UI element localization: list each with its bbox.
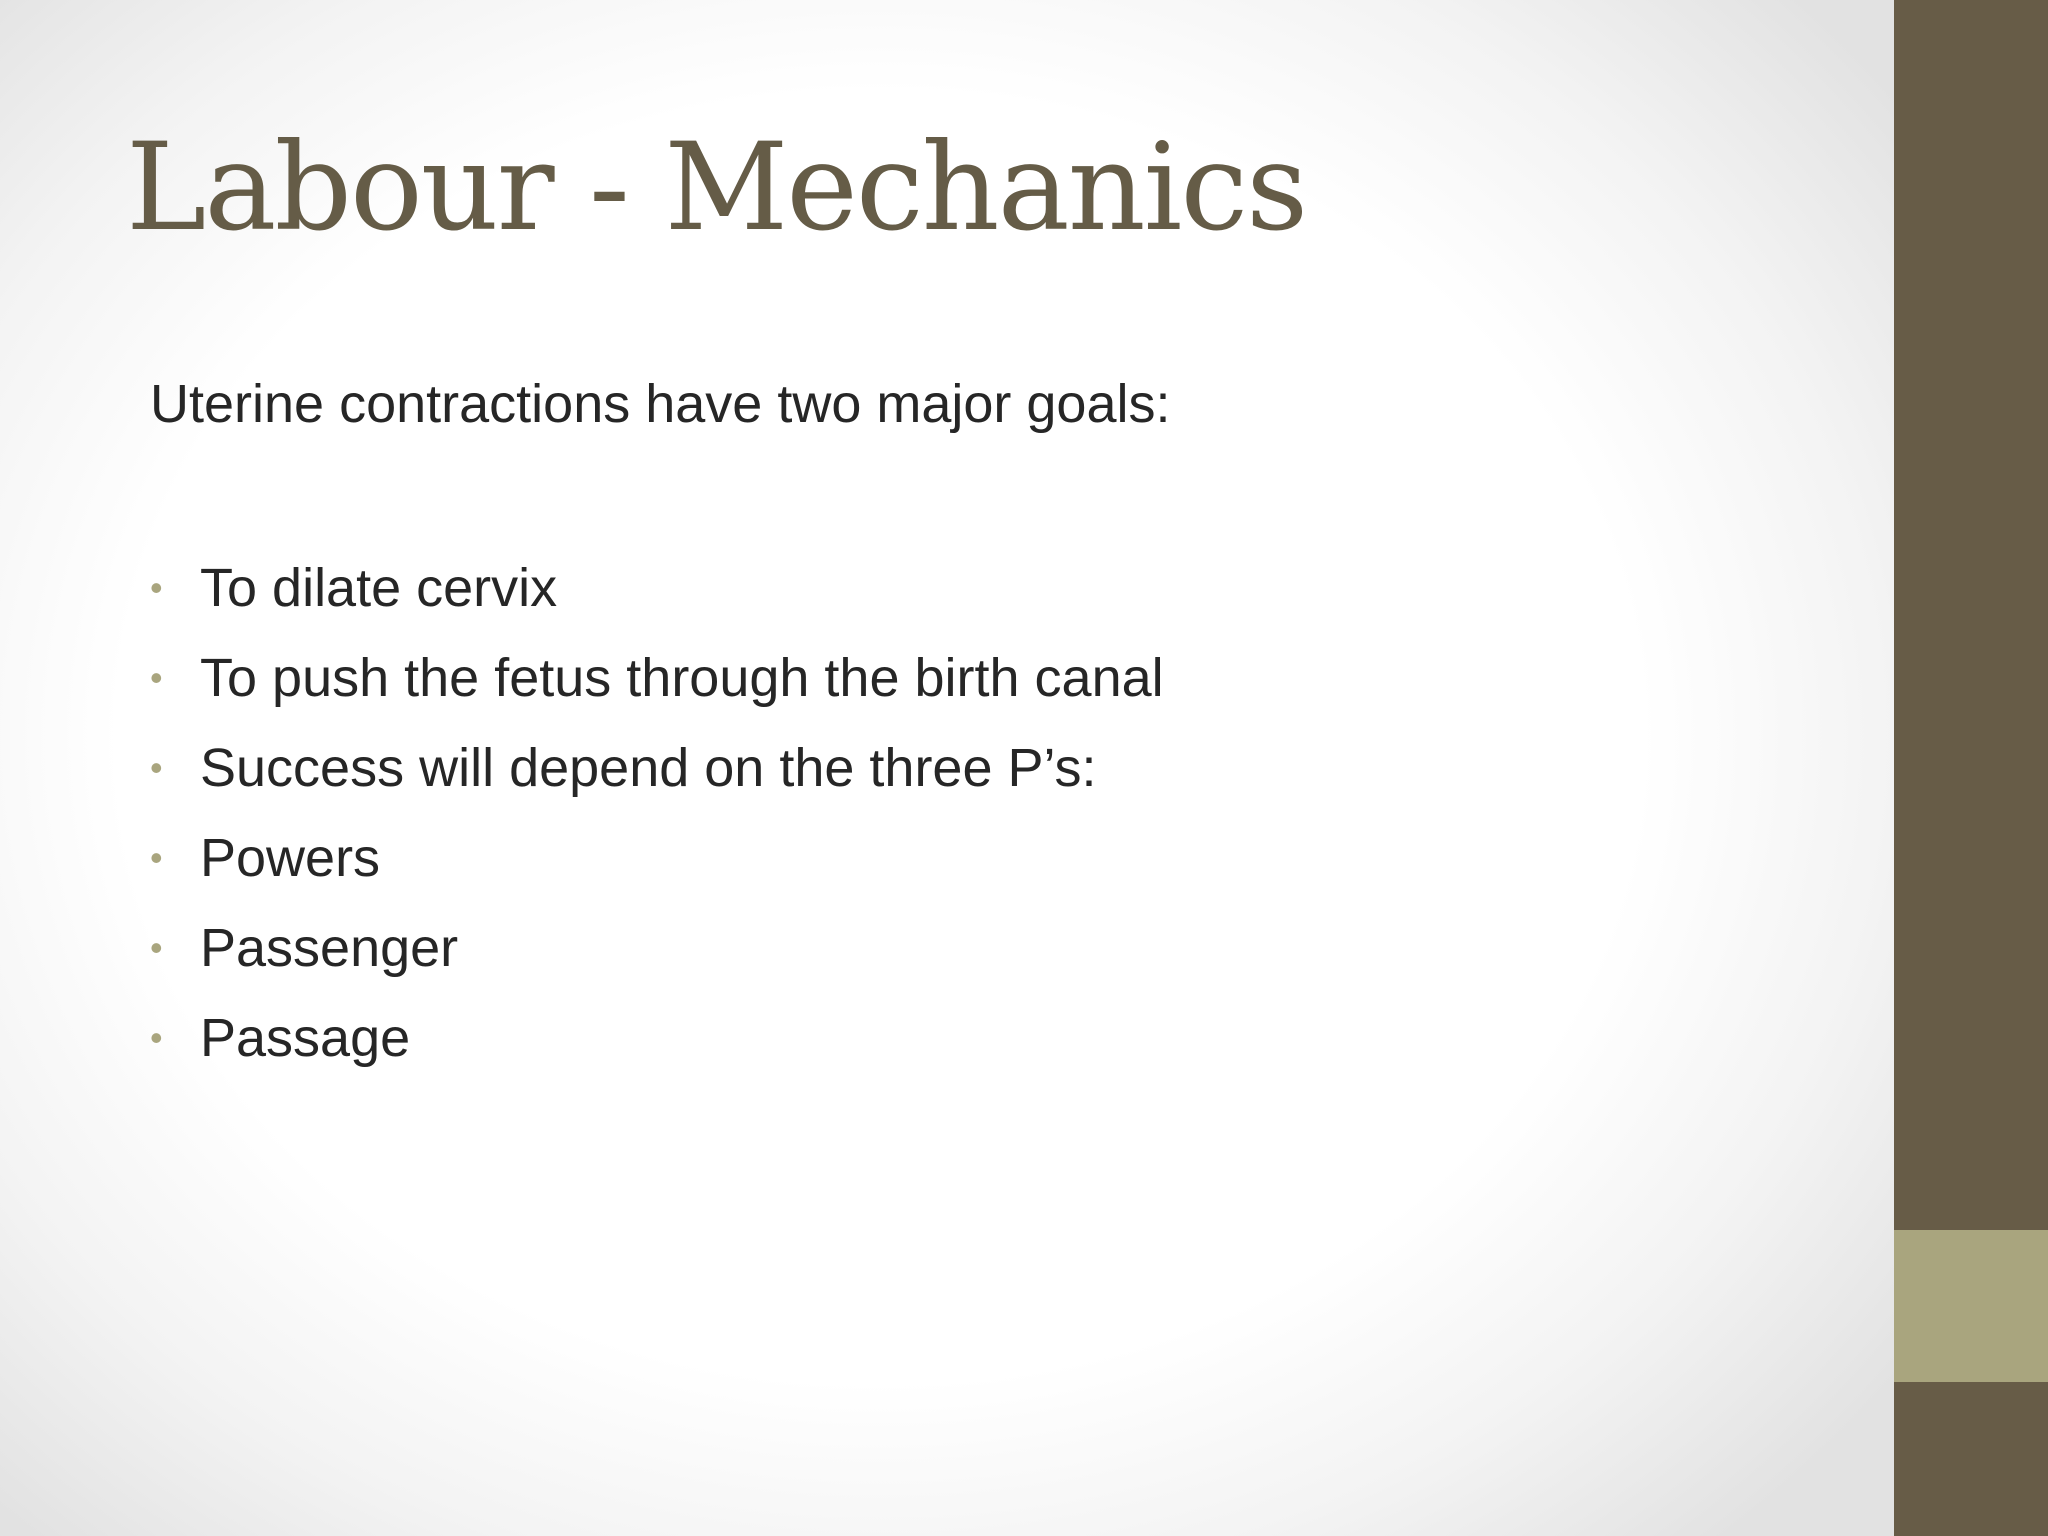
slide-title: Labour - Mechanics (126, 117, 1307, 258)
bullet-icon: • (150, 567, 163, 608)
bullet-icon: • (150, 1017, 163, 1058)
bullet-text: Success will depend on the three P’s: (200, 738, 1097, 798)
bullet-icon: • (150, 927, 163, 968)
bullet-item (150, 730, 1164, 820)
bullet-icon: • (150, 837, 163, 878)
bullet-item (150, 640, 1164, 730)
bullet-icon: • (150, 747, 163, 788)
bullet-text: To dilate cervix (200, 558, 558, 618)
bullet-item (150, 820, 1164, 910)
bullet-list (150, 550, 1164, 1090)
bullet-text: Passenger (200, 918, 459, 978)
bullet-icon: • (150, 657, 163, 698)
intro-text: Uterine contractions have two major goals: (150, 374, 1171, 434)
bullet-item (150, 910, 1164, 1000)
bullet-item (150, 550, 1164, 640)
bullet-text: Passage (200, 1008, 411, 1068)
bullet-text: Powers (200, 828, 381, 888)
sidebar-accent-block (1894, 1230, 2048, 1382)
bullet-text: To push the fetus through the birth canal (200, 648, 1164, 708)
bullet-item (150, 1000, 1164, 1090)
